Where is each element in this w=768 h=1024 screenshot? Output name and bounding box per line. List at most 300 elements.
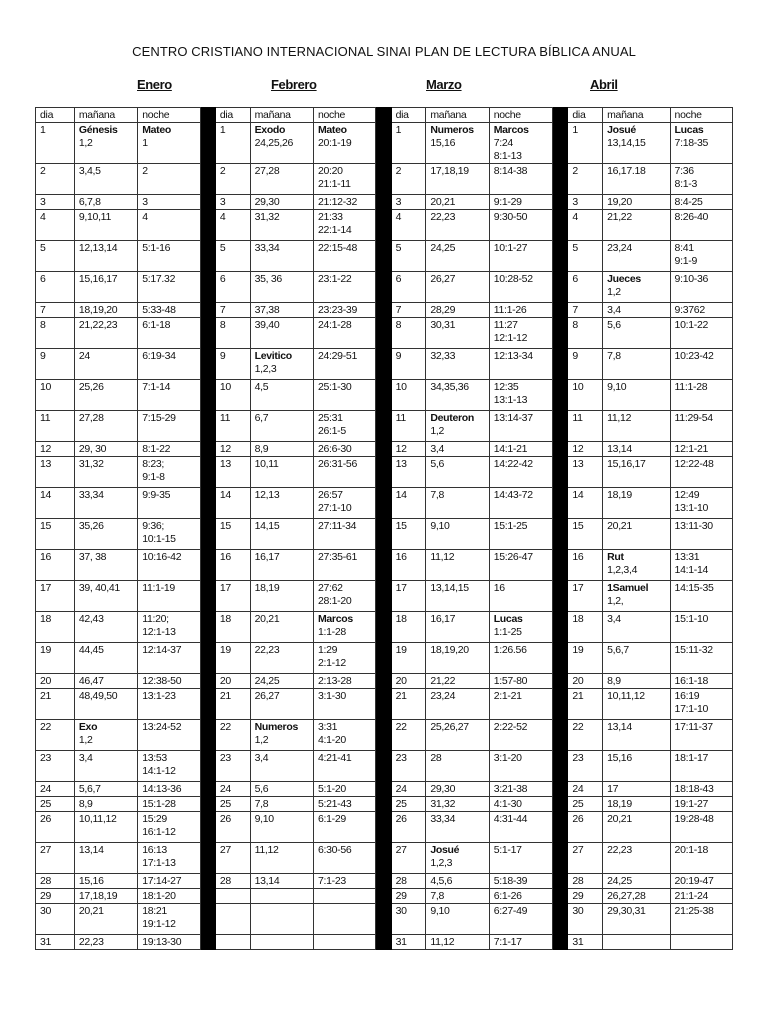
header-morning: mañana	[603, 108, 670, 123]
day-number-abril	[568, 904, 603, 935]
day-number-abril	[568, 674, 603, 689]
night-reading-febrero	[313, 349, 375, 380]
morning-reading-enero	[74, 751, 137, 782]
chapter-range: 3,4	[607, 304, 621, 316]
day-number-text: 13	[219, 458, 231, 470]
day-row-28	[36, 874, 733, 889]
month-separator	[200, 889, 215, 904]
day-number-enero	[36, 720, 75, 751]
night-reading-febrero	[313, 272, 375, 303]
morning-reading-febrero	[250, 272, 313, 303]
month-separator	[553, 303, 568, 318]
day-number-text: 11	[40, 412, 51, 424]
night-reading-abril	[670, 380, 732, 411]
month-separator	[200, 303, 215, 318]
chapter-range: 14:15-35	[674, 582, 714, 594]
chapter-range: 4,5	[254, 381, 269, 393]
day-number-enero	[36, 318, 75, 349]
day-number-text: 24	[572, 783, 584, 795]
reading-plan-table	[35, 107, 733, 950]
night-reading-enero	[138, 843, 200, 874]
day-number-febrero	[215, 272, 250, 303]
month-separator	[200, 164, 215, 195]
day-number-text: 9	[395, 350, 402, 362]
morning-reading-marzo	[426, 720, 489, 751]
night-reading-enero	[138, 380, 200, 411]
night-reading-abril	[670, 843, 732, 874]
chapter-range: 19,20	[607, 196, 632, 208]
chapter-range: 13:1-10	[674, 502, 709, 514]
month-separator	[553, 241, 568, 272]
day-number-text: 22	[40, 721, 52, 733]
morning-reading-abril	[603, 751, 670, 782]
morning-reading-febrero	[250, 488, 313, 519]
night-reading-abril	[670, 123, 732, 164]
day-number-enero	[36, 488, 75, 519]
chapter-range: 3	[142, 196, 148, 208]
night-reading-febrero	[313, 751, 375, 782]
chapter-range: 20,21	[254, 613, 280, 625]
chapter-range: 17	[607, 783, 619, 795]
day-number-text: 14	[40, 489, 52, 501]
month-separator	[553, 751, 568, 782]
month-separator	[553, 612, 568, 643]
chapter-range: 13,14	[78, 844, 104, 856]
day-number-text: 5	[40, 242, 46, 254]
morning-reading-enero	[74, 457, 137, 488]
month-separator	[200, 674, 215, 689]
chapter-range: 48,49,50	[78, 690, 118, 702]
morning-reading-abril	[603, 164, 670, 195]
chapter-range: 19:28-48	[674, 813, 714, 825]
day-number-enero	[36, 751, 75, 782]
night-reading-abril	[670, 349, 732, 380]
morning-reading-enero	[74, 519, 137, 550]
night-reading-abril	[670, 241, 732, 272]
chapter-range: 27,28	[78, 412, 104, 424]
day-number-enero	[36, 442, 75, 457]
chapter-range: 2:13-28	[317, 675, 352, 687]
morning-reading-abril	[603, 380, 670, 411]
morning-reading-febrero	[250, 874, 313, 889]
day-row-23	[36, 751, 733, 782]
chapter-range: 11,12	[430, 551, 455, 563]
night-reading-febrero	[313, 241, 375, 272]
month-separator	[200, 612, 215, 643]
day-number-text: 10	[395, 381, 407, 393]
night-reading-enero	[138, 643, 200, 674]
book-name: Mateo	[142, 124, 172, 136]
day-number-febrero	[215, 318, 250, 349]
morning-reading-enero	[74, 935, 137, 950]
day-number-text: 5	[395, 242, 402, 254]
day-number-enero	[36, 241, 75, 272]
night-reading-febrero	[313, 488, 375, 519]
night-reading-enero	[138, 751, 200, 782]
night-reading-marzo	[489, 812, 552, 843]
night-reading-marzo	[489, 272, 552, 303]
morning-reading-marzo	[426, 843, 489, 874]
chapter-range: 13:24-52	[142, 721, 182, 733]
month-separator	[553, 164, 568, 195]
morning-reading-abril	[603, 643, 670, 674]
day-number-abril	[568, 318, 603, 349]
month-separator	[376, 674, 391, 689]
chapter-range: 33,34	[78, 489, 104, 501]
chapter-range: 10:1-22	[674, 319, 709, 331]
day-number-text: 18	[395, 613, 407, 625]
morning-reading-enero	[74, 442, 137, 457]
page-title: CENTRO CRISTIANO INTERNACIONAL SINAI PLAN DE LECTURA BÍBLICA ANUAL	[132, 44, 636, 59]
chapter-range: 13,14	[607, 443, 632, 455]
night-reading-febrero	[313, 457, 375, 488]
chapter-range: 25,26,27	[430, 721, 469, 733]
night-reading-abril	[670, 874, 732, 889]
chapter-range: 13:1-13	[493, 394, 528, 406]
day-number-enero	[36, 519, 75, 550]
header-night: noche	[670, 108, 732, 123]
night-reading-enero	[138, 550, 200, 581]
chapter-range: 5,6,7	[78, 783, 101, 795]
day-number-text: 28	[395, 875, 407, 887]
day-number-text: 28	[572, 875, 584, 887]
chapter-range: 27:35-61	[317, 551, 357, 563]
morning-reading-febrero	[250, 210, 313, 241]
day-row-8	[36, 318, 733, 349]
morning-reading-enero	[74, 195, 137, 210]
day-number-febrero	[215, 581, 250, 612]
night-reading-febrero	[313, 904, 375, 935]
day-number-abril	[568, 488, 603, 519]
month-separator	[553, 581, 568, 612]
night-reading-febrero	[313, 935, 375, 950]
morning-reading-febrero	[250, 797, 313, 812]
morning-reading-enero	[74, 797, 137, 812]
month-separator	[200, 843, 215, 874]
day-number-febrero	[215, 442, 250, 457]
chapter-range: 12:38-50	[142, 675, 182, 687]
month-separator	[553, 411, 568, 442]
morning-reading-enero	[74, 123, 137, 164]
day-number-enero	[36, 195, 75, 210]
chapter-range: 27:62	[317, 582, 343, 594]
day-number-marzo	[391, 935, 426, 950]
day-number-text: 20	[395, 675, 407, 687]
day-row-29	[36, 889, 733, 904]
morning-reading-enero	[74, 272, 137, 303]
chapter-range: 6:27-49	[493, 905, 528, 917]
day-number-text: 12	[40, 443, 52, 455]
day-number-febrero	[215, 488, 250, 519]
morning-reading-febrero	[250, 581, 313, 612]
day-number-febrero	[215, 751, 250, 782]
morning-reading-abril	[603, 812, 670, 843]
month-separator	[376, 720, 391, 751]
day-number-abril	[568, 195, 603, 210]
day-row-16	[36, 550, 733, 581]
chapter-range: 14:1-12	[142, 765, 176, 777]
morning-reading-marzo	[426, 349, 489, 380]
day-number-abril	[568, 581, 603, 612]
day-number-enero	[36, 164, 75, 195]
morning-reading-febrero	[250, 241, 313, 272]
chapter-range: 23:23-39	[317, 304, 357, 316]
chapter-range: 42,43	[78, 613, 104, 625]
chapter-range: 5:21-43	[317, 798, 352, 810]
morning-reading-marzo	[426, 380, 489, 411]
night-reading-marzo	[489, 457, 552, 488]
day-number-enero	[36, 643, 75, 674]
book-name: Lucas	[674, 124, 704, 136]
day-number-febrero	[215, 889, 250, 904]
day-number-text: 3	[219, 196, 226, 208]
night-reading-abril	[670, 164, 732, 195]
morning-reading-febrero	[250, 843, 313, 874]
day-number-marzo	[391, 751, 426, 782]
day-row-20	[36, 674, 733, 689]
day-number-abril	[568, 349, 603, 380]
chapter-range: 13,14,15	[607, 137, 646, 149]
morning-reading-abril	[603, 303, 670, 318]
day-number-marzo	[391, 843, 426, 874]
header-morning: mañana	[74, 108, 137, 123]
day-row-7	[36, 303, 733, 318]
morning-reading-abril	[603, 457, 670, 488]
chapter-range: 13:14-37	[493, 412, 533, 424]
chapter-range: 18,19	[254, 582, 280, 594]
night-reading-abril	[670, 904, 732, 935]
chapter-range: 8,9	[254, 443, 269, 455]
chapter-range: 10:1-27	[493, 242, 528, 254]
chapter-range: 3:21-38	[493, 783, 528, 795]
night-reading-febrero	[313, 380, 375, 411]
day-number-text: 29	[395, 890, 407, 902]
day-number-text: 3	[572, 196, 578, 208]
day-number-febrero	[215, 195, 250, 210]
chapter-range: 9:1-8	[142, 471, 165, 483]
month-separator	[200, 457, 215, 488]
morning-reading-febrero	[250, 303, 313, 318]
header-night: noche	[489, 108, 552, 123]
day-number-text: 23	[395, 752, 407, 764]
morning-reading-abril	[603, 689, 670, 720]
night-reading-enero	[138, 674, 200, 689]
chapter-range: 18:21	[142, 905, 167, 917]
chapter-range: 39,40	[254, 319, 280, 331]
header-day: dia	[36, 108, 75, 123]
morning-reading-abril	[603, 550, 670, 581]
chapter-range: 24:1-28	[317, 319, 352, 331]
chapter-range: 17:14-27	[142, 875, 182, 887]
day-row-27	[36, 843, 733, 874]
chapter-range: 44,45	[78, 644, 104, 656]
morning-reading-abril	[603, 874, 670, 889]
day-number-text: 11	[572, 412, 583, 424]
chapter-range: 30,31	[430, 319, 456, 331]
chapter-range: 9:1-29	[493, 196, 522, 208]
chapter-range: 1:26.56	[493, 644, 527, 656]
month-separator	[376, 904, 391, 935]
day-row-22	[36, 720, 733, 751]
day-number-enero	[36, 550, 75, 581]
chapter-range: 15,16,17	[607, 458, 646, 470]
night-reading-febrero	[313, 303, 375, 318]
day-number-text: 6	[572, 273, 578, 285]
day-number-text: 20	[572, 675, 584, 687]
morning-reading-febrero	[250, 889, 313, 904]
day-number-enero	[36, 380, 75, 411]
day-number-text: 26	[40, 813, 52, 825]
chapter-range: 13:31	[674, 551, 700, 563]
header-morning: mañana	[250, 108, 313, 123]
day-number-abril	[568, 889, 603, 904]
chapter-range: 29,30	[430, 783, 456, 795]
night-reading-marzo	[489, 797, 552, 812]
day-number-abril	[568, 519, 603, 550]
morning-reading-abril	[603, 797, 670, 812]
month-separator	[553, 380, 568, 411]
night-reading-febrero	[313, 411, 375, 442]
chapter-range: 2:1-21	[493, 690, 522, 702]
chapter-range: 24,25,26	[254, 137, 294, 149]
chapter-range: 12:13-34	[493, 350, 533, 362]
night-reading-abril	[670, 210, 732, 241]
day-number-text: 2	[40, 165, 46, 177]
day-number-enero	[36, 797, 75, 812]
day-number-text: 16	[572, 551, 584, 563]
month-separator	[553, 797, 568, 812]
day-number-text: 18	[219, 613, 231, 625]
chapter-range: 9,10,11	[78, 211, 111, 223]
day-number-text: 16	[40, 551, 52, 563]
day-number-marzo	[391, 689, 426, 720]
chapter-range: 26:31-56	[317, 458, 357, 470]
month-separator	[553, 889, 568, 904]
day-number-marzo	[391, 457, 426, 488]
chapter-range: 16,17	[430, 613, 456, 625]
chapter-range: 7:1-14	[142, 381, 171, 393]
month-separator	[553, 812, 568, 843]
chapter-range: 7,8	[430, 890, 445, 902]
morning-reading-enero	[74, 843, 137, 874]
morning-reading-enero	[74, 812, 137, 843]
day-number-text: 31	[395, 936, 407, 948]
day-number-text: 1	[219, 124, 226, 136]
day-number-text: 9	[219, 350, 226, 362]
chapter-range: 5,6	[607, 319, 621, 331]
day-number-marzo	[391, 318, 426, 349]
morning-reading-febrero	[250, 318, 313, 349]
chapter-range: 37, 38	[78, 551, 107, 563]
month-separator	[200, 720, 215, 751]
day-row-14	[36, 488, 733, 519]
chapter-range: 6:1-29	[317, 813, 346, 825]
month-separator	[376, 108, 391, 123]
chapter-range: 16:1-18	[674, 675, 709, 687]
chapter-range: 15:1-25	[493, 520, 528, 532]
night-reading-marzo	[489, 782, 552, 797]
day-number-abril	[568, 935, 603, 950]
day-number-abril	[568, 164, 603, 195]
chapter-range: 16,17.18	[607, 165, 646, 177]
chapter-range: 26:6-30	[317, 443, 352, 455]
night-reading-marzo	[489, 195, 552, 210]
morning-reading-marzo	[426, 643, 489, 674]
morning-reading-enero	[74, 674, 137, 689]
morning-reading-marzo	[426, 612, 489, 643]
chapter-range: 8:23;	[142, 458, 165, 470]
morning-reading-abril	[603, 272, 670, 303]
day-number-text: 8	[572, 319, 578, 331]
day-number-abril	[568, 550, 603, 581]
morning-reading-enero	[74, 318, 137, 349]
night-reading-febrero	[313, 874, 375, 889]
chapter-range: 18:1-17	[674, 752, 709, 764]
month-separator	[553, 874, 568, 889]
month-separator	[200, 689, 215, 720]
chapter-range: 35, 36	[254, 273, 282, 285]
day-number-text: 21	[395, 690, 407, 702]
morning-reading-marzo	[426, 519, 489, 550]
day-number-abril	[568, 782, 603, 797]
chapter-range: 9,10	[430, 520, 450, 532]
morning-reading-febrero	[250, 612, 313, 643]
day-number-febrero	[215, 812, 250, 843]
chapter-range: 3:1-30	[317, 690, 346, 702]
chapter-range: 2:1-12	[317, 657, 346, 669]
chapter-range: 32,33	[430, 350, 456, 362]
month-separator	[553, 550, 568, 581]
month-separator	[553, 843, 568, 874]
month-separator	[200, 272, 215, 303]
chapter-range: 22,23	[430, 211, 456, 223]
chapter-range: 9,10	[254, 813, 274, 825]
chapter-range: 34,35,36	[430, 381, 469, 393]
day-number-febrero	[215, 904, 250, 935]
night-reading-febrero	[313, 674, 375, 689]
chapter-range: 1:1-28	[317, 626, 346, 638]
chapter-range: 20:1-19	[317, 137, 352, 149]
chapter-range: 13:1-23	[142, 690, 176, 702]
day-number-abril	[568, 797, 603, 812]
day-number-abril	[568, 442, 603, 457]
morning-reading-marzo	[426, 935, 489, 950]
day-number-febrero	[215, 674, 250, 689]
night-reading-marzo	[489, 904, 552, 935]
chapter-range: 13,14,15	[430, 582, 469, 594]
day-number-text: 17	[219, 582, 231, 594]
chapter-range: 18,19,20	[78, 304, 118, 316]
night-reading-marzo	[489, 751, 552, 782]
chapter-range: 4:1-30	[493, 798, 522, 810]
day-row-18	[36, 612, 733, 643]
chapter-range: 1,2	[78, 734, 93, 746]
chapter-range: 1	[142, 137, 148, 149]
day-row-11	[36, 411, 733, 442]
chapter-range: 5,6	[254, 783, 269, 795]
month-separator	[200, 210, 215, 241]
day-number-enero	[36, 782, 75, 797]
day-number-febrero	[215, 797, 250, 812]
book-name: Rut	[607, 551, 624, 563]
night-reading-abril	[670, 720, 732, 751]
chapter-range: 31,32	[78, 458, 104, 470]
morning-reading-enero	[74, 411, 137, 442]
chapter-range: 17,18,19	[430, 165, 469, 177]
night-reading-abril	[670, 935, 732, 950]
day-number-marzo	[391, 874, 426, 889]
chapter-range: 13:53	[142, 752, 167, 764]
